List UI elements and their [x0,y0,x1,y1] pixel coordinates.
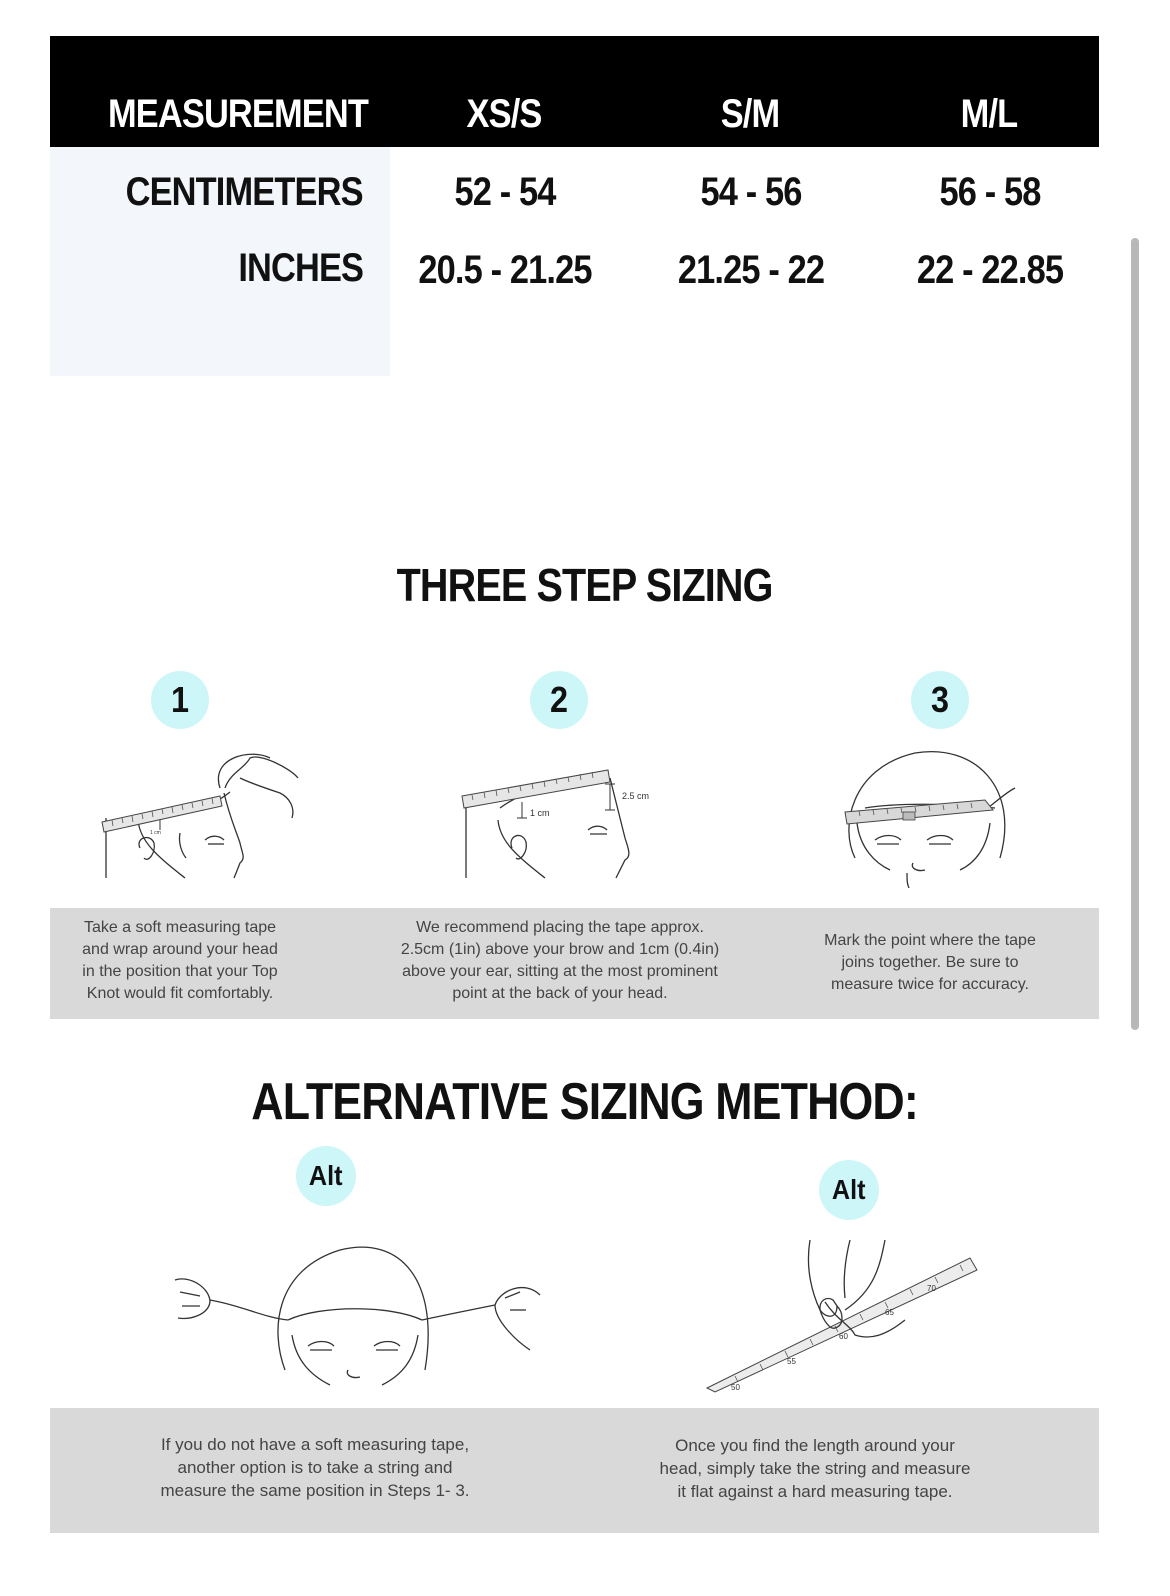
step-2-large-label: 2.5 cm [622,791,650,801]
ruler-mark-50: 50 [731,1383,740,1392]
vertical-scrollbar[interactable] [1131,238,1139,1030]
alt-1-badge: Alt [296,1146,356,1206]
cm-xs-s: 52 - 54 [454,170,556,214]
in-xs-s: 20.5 - 21.25 [418,248,592,292]
size-chart-table [50,36,1099,376]
step-1-badge: 1 [151,671,209,729]
alt-2-ruler-illustration-icon [705,1240,990,1395]
row-label-centimeters: CENTIMETERS [125,170,363,214]
step-1-illustration-icon [100,748,310,883]
row-label-inches: INCHES [238,246,363,290]
in-m-l: 22 - 22.85 [916,248,1064,292]
ruler-mark-55: 55 [787,1357,796,1366]
alternative-title: ALTERNATIVE SIZING METHOD: [251,1073,919,1131]
step-1-tape-label: 1 cm [150,830,161,836]
step-2-illustration-icon [460,748,670,883]
three-step-title: THREE STEP SIZING [397,559,773,611]
ruler-mark-65: 65 [885,1308,894,1317]
step-3-caption: Mark the point where the tape joins together. Be sure to measure twice for accuracy. [824,932,1036,993]
header-m-l: M/L [960,92,1018,136]
alt-2-badge: Alt [819,1160,879,1220]
step-1-caption: Take a soft measuring tape and wrap around your head in the position that your Top Knot would fit comfortably. [82,919,278,1002]
alt-2-caption: Once you find the length around your head, simply take the string and measure it flat against a hard measuring tape. [659,1436,971,1501]
ruler-mark-70: 70 [927,1284,936,1293]
size-chart-header-row [50,36,1099,147]
header-xs-s: XS/S [466,92,542,136]
header-measurement: MEASUREMENT [108,92,369,136]
alt-1-string-illustration-icon [170,1240,545,1390]
step-2-small-label: 1 cm [530,808,550,818]
cm-m-l: 56 - 58 [939,170,1041,214]
ruler-mark-60: 60 [839,1332,848,1341]
alt-1-caption: If you do not have a soft measuring tape, another option is to take a string and measure the same position in Steps 1- 3. [160,1435,470,1500]
step-2-badge: 2 [530,671,588,729]
header-s-m: S/M [720,92,780,136]
step-3-illustration-icon [835,748,1025,888]
step-2-caption: We recommend placing the tape approx. 2.5cm (1in) above your brow and 1cm (0.4in) above your ear, sitting at the most prominent point at the back of your head. [400,919,720,1002]
cm-s-m: 54 - 56 [700,170,802,214]
step-3-badge: 3 [911,671,969,729]
in-s-m: 21.25 - 22 [677,248,825,292]
